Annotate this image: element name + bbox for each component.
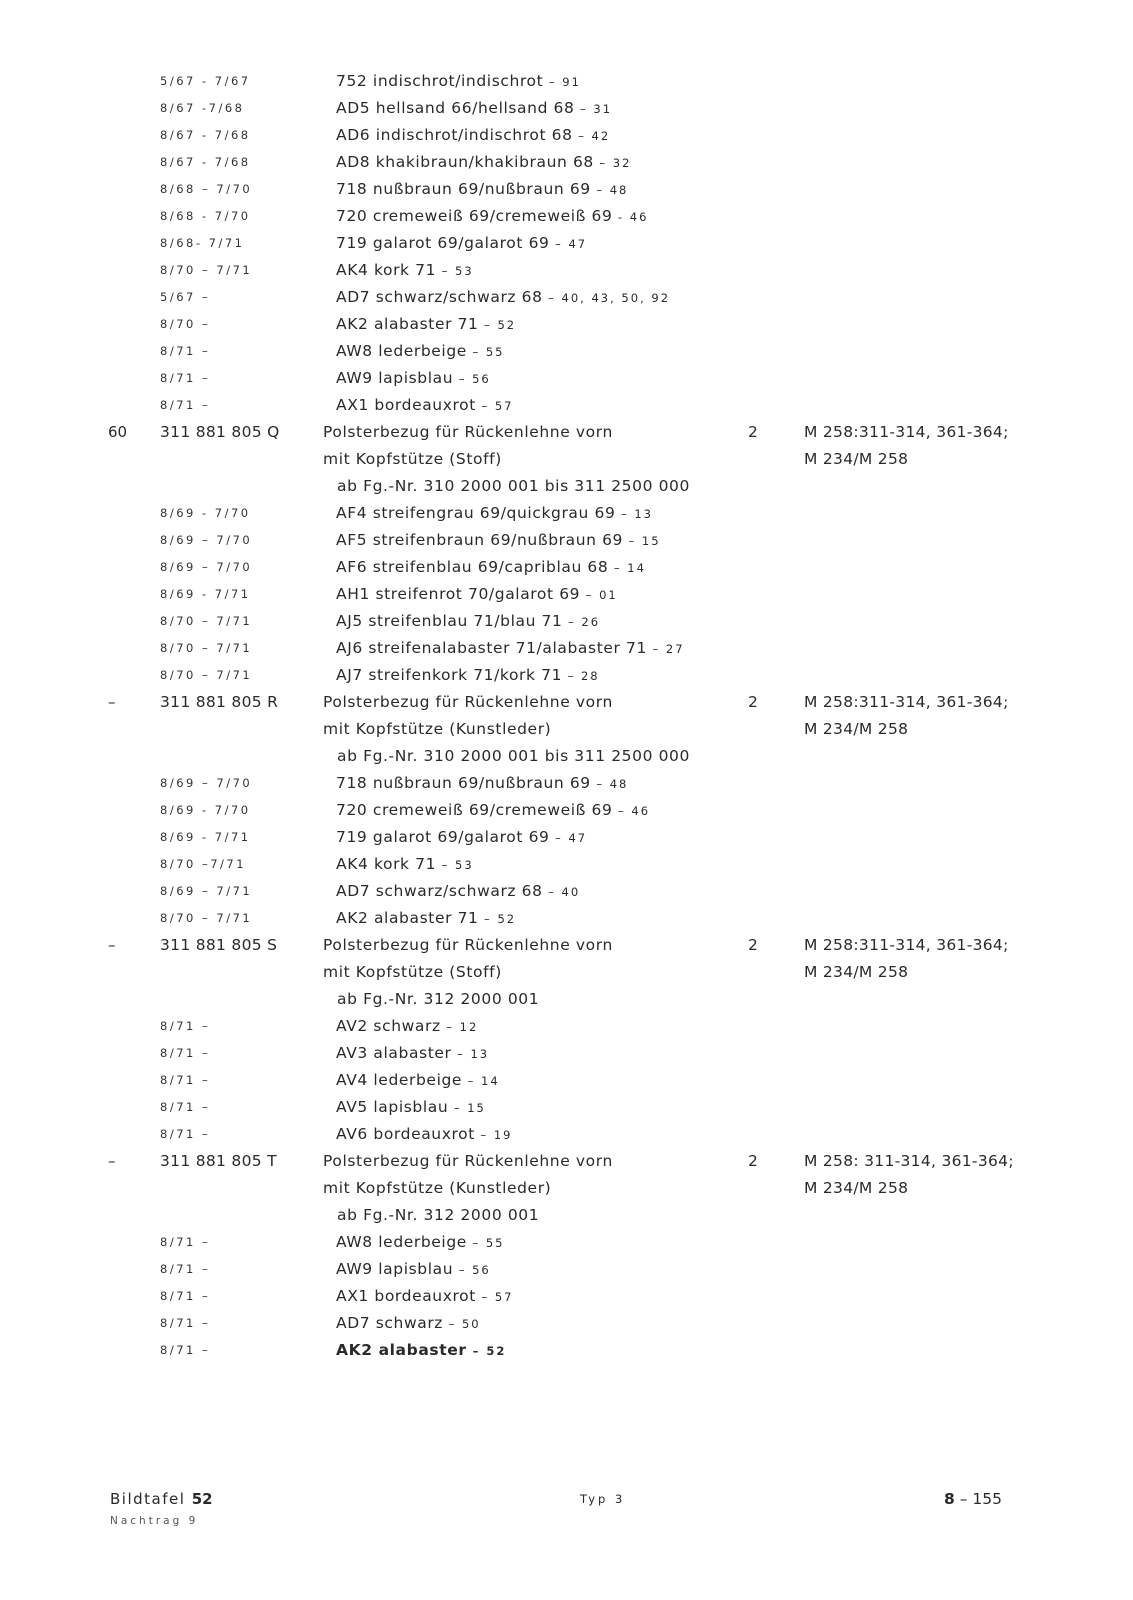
color-description-text: AJ6 streifenalabaster 71/alabaster 71	[336, 639, 647, 657]
model-applicability: M 234/M 258	[804, 450, 909, 468]
color-code-description	[336, 1310, 481, 1338]
color-description-text: AV4 lederbeige	[336, 1071, 463, 1089]
color-description-text: AX1 bordeauxrot	[336, 1287, 476, 1305]
validity-dates: 8/69 – 7/71	[160, 884, 253, 898]
color-description-text: AJ5 streifenblau 71/blau 71	[336, 612, 563, 630]
part-number: 311 881 805 T	[160, 1152, 277, 1170]
validity-dates: 8/70 – 7/71	[160, 911, 253, 925]
color-suffix-code: – 56	[458, 1263, 491, 1277]
color-description-text: AK2 alabaster 71	[336, 315, 479, 333]
color-description-text: 720 cremeweiß 69/cremeweiß 69	[336, 801, 613, 819]
color-variant-row	[0, 581, 1133, 608]
color-code-description	[336, 284, 670, 312]
part-title-line: mit Kopfstütze (Stoff)	[323, 450, 502, 468]
model-applicability: M 258:311-314, 361-364;	[804, 693, 1009, 711]
validity-dates: 8/71 –	[160, 1019, 211, 1033]
color-code-description	[336, 176, 628, 204]
type-label: Typ 3	[580, 1492, 626, 1506]
color-code-description	[336, 230, 587, 258]
part-header-row	[0, 419, 1133, 446]
color-code-description	[336, 662, 600, 690]
color-suffix-code: - 46	[617, 210, 649, 224]
color-description-text: AW9 lapisblau	[336, 369, 454, 387]
color-suffix-code: – 47	[555, 237, 588, 251]
color-code-description	[336, 1040, 489, 1068]
validity-dates: 8/71 –	[160, 1100, 211, 1114]
color-variant-row	[0, 635, 1133, 662]
position-number: –	[108, 936, 116, 954]
color-code-description	[336, 311, 516, 339]
color-variant-row	[0, 230, 1133, 257]
color-suffix-code: – 32	[599, 156, 632, 170]
color-suffix-code: – 53	[441, 264, 474, 278]
color-suffix-code: – 53	[441, 858, 474, 872]
part-title-line: ab Fg.-Nr. 310 2000 001 bis 311 2500 000	[337, 477, 690, 495]
color-variant-row	[0, 68, 1133, 95]
color-suffix-code: – 31	[580, 102, 613, 116]
color-suffix-code: – 56	[458, 372, 491, 386]
validity-dates: 5/67 –	[160, 290, 211, 304]
part-title-line: Polsterbezug für Rückenlehne vorn	[323, 423, 613, 441]
part-number: 311 881 805 S	[160, 936, 278, 954]
color-description-text: AD7 schwarz	[336, 1314, 444, 1332]
color-suffix-code: – 50	[448, 1317, 481, 1331]
validity-dates: 8/69 – 7/70	[160, 560, 253, 574]
color-variant-row	[0, 365, 1133, 392]
plate-number: 52	[191, 1490, 213, 1508]
validity-dates: 8/68 - 7/70	[160, 209, 251, 223]
color-variant-row	[0, 1040, 1133, 1067]
validity-dates: 8/69 - 7/70	[160, 803, 251, 817]
color-description-text: AK4 kork 71	[336, 261, 437, 279]
color-description-text: 719 galarot 69/galarot 69	[336, 234, 550, 252]
part-number: 311 881 805 Q	[160, 423, 280, 441]
color-description-text: AW9 lapisblau	[336, 1260, 454, 1278]
validity-dates: 8/71 –	[160, 1343, 211, 1357]
color-description-text: 718 nußbraun 69/nußbraun 69	[336, 774, 591, 792]
color-suffix-code: – 42	[578, 129, 611, 143]
color-suffix-code: – 28	[567, 669, 600, 683]
part-title-row	[0, 473, 1133, 500]
color-description-text: AV2 schwarz	[336, 1017, 441, 1035]
validity-dates: 8/71 –	[160, 1127, 211, 1141]
color-variant-row	[0, 392, 1133, 419]
color-variant-row	[0, 851, 1133, 878]
validity-dates: 8/70 – 7/71	[160, 614, 253, 628]
validity-dates: 8/68 – 7/70	[160, 182, 253, 196]
color-code-description	[336, 554, 646, 582]
part-title-line: mit Kopfstütze (Stoff)	[323, 963, 502, 981]
validity-dates: 8/70 – 7/71	[160, 641, 253, 655]
color-suffix-code: – 12	[446, 1020, 479, 1034]
quantity: 2	[748, 423, 758, 441]
page-number-value: 155	[972, 1490, 1003, 1508]
color-description-text: AD7 schwarz/schwarz 68	[336, 882, 543, 900]
color-suffix-code: – 46	[617, 804, 651, 818]
part-title-row	[0, 1202, 1133, 1229]
part-header-row	[0, 689, 1133, 716]
color-description-text: 719 galarot 69/galarot 69	[336, 828, 550, 846]
color-variant-row	[0, 95, 1133, 122]
color-variant-row	[0, 1256, 1133, 1283]
color-variant-row	[0, 797, 1133, 824]
validity-dates: 8/69 - 7/70	[160, 506, 251, 520]
color-description-text: AF4 streifengrau 69/quickgrau 69	[336, 504, 616, 522]
color-code-description	[336, 338, 505, 366]
color-suffix-code: – 40	[548, 885, 581, 899]
color-code-description	[336, 257, 474, 285]
color-variant-row	[0, 257, 1133, 284]
part-header-row	[0, 932, 1133, 959]
color-code-description	[336, 68, 581, 96]
color-code-description	[336, 1013, 478, 1041]
color-code-description	[336, 581, 618, 609]
color-variant-row	[0, 311, 1133, 338]
validity-dates: 8/68- 7/71	[160, 236, 245, 250]
validity-dates: 8/71 –	[160, 1073, 211, 1087]
color-code-description	[336, 608, 600, 636]
validity-dates: 5/67 - 7/67	[160, 74, 251, 88]
color-code-description	[336, 905, 516, 933]
page-section: 8	[944, 1490, 955, 1508]
part-title-line: mit Kopfstütze (Kunstleder)	[323, 1179, 552, 1197]
quantity: 2	[748, 936, 758, 954]
color-suffix-code: – 13	[457, 1047, 490, 1061]
color-code-description	[336, 365, 491, 393]
quantity: 2	[748, 1152, 758, 1170]
validity-dates: 8/71 –	[160, 1316, 211, 1330]
color-variant-row	[0, 554, 1133, 581]
color-variant-row	[0, 662, 1133, 689]
position-number: –	[108, 693, 116, 711]
color-suffix-code: – 57	[481, 1290, 514, 1304]
validity-dates: 8/70 – 7/71	[160, 263, 253, 277]
color-code-description	[336, 635, 685, 663]
color-code-description	[336, 1256, 491, 1284]
color-code-description	[336, 392, 513, 420]
color-description-text: AW8 lederbeige	[336, 342, 467, 360]
part-title-row	[0, 716, 1133, 743]
part-title-line: mit Kopfstütze (Kunstleder)	[323, 720, 552, 738]
color-suffix-code: – 01	[585, 588, 618, 602]
plate-label-text: Bildtafel	[110, 1490, 186, 1508]
color-variant-row	[0, 176, 1133, 203]
color-variant-row	[0, 122, 1133, 149]
part-title-row	[0, 1175, 1133, 1202]
color-code-description	[336, 1121, 512, 1149]
plate-label	[110, 1487, 213, 1511]
color-code-description	[336, 1283, 513, 1311]
color-variant-row	[0, 1067, 1133, 1094]
color-description-text: AD8 khakibraun/khakibraun 68	[336, 153, 594, 171]
color-suffix-code: – 91	[548, 75, 581, 89]
color-variant-row	[0, 1310, 1133, 1337]
color-variant-row	[0, 1013, 1133, 1040]
quantity: 2	[748, 693, 758, 711]
color-variant-row	[0, 1121, 1133, 1148]
validity-dates: 8/70 –7/71	[160, 857, 247, 871]
color-description-text: AF5 streifenbraun 69/nußbraun 69	[336, 531, 623, 549]
model-applicability: M 258:311-314, 361-364;	[804, 423, 1009, 441]
color-variant-row	[0, 1094, 1133, 1121]
color-code-description	[336, 95, 612, 123]
model-applicability: M 234/M 258	[804, 963, 909, 981]
color-suffix-code: – 19	[480, 1128, 513, 1142]
color-description-text: 718 nußbraun 69/nußbraun 69	[336, 180, 591, 198]
color-variant-row	[0, 1337, 1133, 1364]
color-code-description	[336, 1067, 500, 1095]
validity-dates: 8/67 - 7/68	[160, 128, 251, 142]
validity-dates: 8/71 –	[160, 344, 211, 358]
color-code-description	[336, 1094, 486, 1122]
color-description-text: AK2 alabaster 71	[336, 909, 479, 927]
part-title-row	[0, 959, 1133, 986]
part-title-row	[0, 446, 1133, 473]
part-title-line: Polsterbezug für Rückenlehne vorn	[323, 1152, 613, 1170]
color-variant-row	[0, 284, 1133, 311]
color-suffix-code: – 52	[484, 318, 517, 332]
position-number: –	[108, 1152, 116, 1170]
color-description-text: AV3 alabaster	[336, 1044, 452, 1062]
validity-dates: 8/70 – 7/71	[160, 668, 253, 682]
color-description-text: AF6 streifenblau 69/capriblau 68	[336, 558, 609, 576]
validity-dates: 8/71 –	[160, 371, 211, 385]
color-code-description	[336, 527, 661, 555]
color-description-text: AD6 indischrot/indischrot 68	[336, 126, 573, 144]
part-header-row	[0, 1148, 1133, 1175]
part-title-row	[0, 986, 1133, 1013]
color-description-text: AD5 hellsand 66/hellsand 68	[336, 99, 575, 117]
validity-dates: 8/67 -7/68	[160, 101, 245, 115]
validity-dates: 8/70 –	[160, 317, 211, 331]
color-code-description	[336, 122, 610, 150]
validity-dates: 8/71 –	[160, 1235, 211, 1249]
color-suffix-code: – 55	[472, 1236, 505, 1250]
color-code-description	[336, 1229, 505, 1257]
color-description-text: 752 indischrot/indischrot	[336, 72, 544, 90]
color-suffix-code: – 48	[596, 183, 629, 197]
validity-dates: 8/69 – 7/70	[160, 533, 253, 547]
color-description-text: AK2 alabaster	[336, 1341, 467, 1359]
color-description-text: AK4 kork 71	[336, 855, 437, 873]
part-title-line: Polsterbezug für Rückenlehne vorn	[323, 693, 613, 711]
color-code-description	[336, 1337, 506, 1365]
color-description-text: AD7 schwarz/schwarz 68	[336, 288, 543, 306]
color-description-text: AV6 bordeauxrot	[336, 1125, 475, 1143]
model-applicability: M 258: 311-314, 361-364;	[804, 1152, 1014, 1170]
color-code-description	[336, 149, 631, 177]
color-variant-row	[0, 905, 1133, 932]
part-number: 311 881 805 R	[160, 693, 279, 711]
color-suffix-code: – 55	[472, 345, 505, 359]
model-applicability: M 258:311-314, 361-364;	[804, 936, 1009, 954]
validity-dates: 8/71 –	[160, 398, 211, 412]
color-suffix-code: – 13	[620, 507, 653, 521]
validity-dates: 8/69 - 7/71	[160, 830, 251, 844]
color-suffix-code: – 48	[596, 777, 629, 791]
part-title-line: ab Fg.-Nr. 312 2000 001	[337, 990, 540, 1008]
validity-dates: 8/69 - 7/71	[160, 587, 251, 601]
color-variant-row	[0, 1229, 1133, 1256]
model-applicability: M 234/M 258	[804, 1179, 909, 1197]
color-suffix-code: – 27	[652, 642, 685, 656]
color-description-text: AV5 lapisblau	[336, 1098, 449, 1116]
validity-dates: 8/71 –	[160, 1289, 211, 1303]
color-variant-row	[0, 527, 1133, 554]
validity-dates: 8/69 – 7/70	[160, 776, 253, 790]
color-suffix-code: – 40, 43, 50, 92	[548, 291, 671, 305]
color-variant-row	[0, 770, 1133, 797]
color-variant-row	[0, 149, 1133, 176]
color-variant-row	[0, 1283, 1133, 1310]
model-applicability: M 234/M 258	[804, 720, 909, 738]
color-variant-row	[0, 878, 1133, 905]
color-code-description	[336, 851, 474, 879]
color-suffix-code: – 47	[555, 831, 588, 845]
part-title-row	[0, 743, 1133, 770]
color-variant-row	[0, 608, 1133, 635]
color-code-description	[336, 770, 628, 798]
color-variant-row	[0, 824, 1133, 851]
validity-dates: 8/71 –	[160, 1046, 211, 1060]
color-code-description	[336, 203, 648, 231]
color-description-text: AW8 lederbeige	[336, 1233, 467, 1251]
color-variant-row	[0, 203, 1133, 230]
color-description-text: 720 cremeweiß 69/cremeweiß 69	[336, 207, 613, 225]
color-code-description	[336, 797, 650, 825]
supplement-label: Nachtrag 9	[110, 1515, 199, 1527]
page-separator: –	[959, 1490, 968, 1508]
color-variant-row	[0, 500, 1133, 527]
color-suffix-code: – 57	[481, 399, 514, 413]
color-description-text: AH1 streifenrot 70/galarot 69	[336, 585, 581, 603]
color-description-text: AX1 bordeauxrot	[336, 396, 476, 414]
color-suffix-code: – 52	[484, 912, 517, 926]
color-suffix-code: – 52	[472, 1344, 507, 1358]
validity-dates: 8/67 - 7/68	[160, 155, 251, 169]
color-code-description	[336, 878, 580, 906]
color-code-description	[336, 824, 587, 852]
color-suffix-code: – 26	[568, 615, 601, 629]
color-code-description	[336, 500, 653, 528]
color-suffix-code: – 15	[628, 534, 661, 548]
position-number: 60	[108, 423, 128, 441]
page-number	[944, 1487, 1002, 1511]
validity-dates: 8/71 –	[160, 1262, 211, 1276]
color-suffix-code: – 14	[467, 1074, 500, 1088]
part-title-line: ab Fg.-Nr. 310 2000 001 bis 311 2500 000	[337, 747, 690, 765]
color-variant-row	[0, 338, 1133, 365]
part-title-line: Polsterbezug für Rückenlehne vorn	[323, 936, 613, 954]
color-suffix-code: – 14	[613, 561, 646, 575]
part-title-line: ab Fg.-Nr. 312 2000 001	[337, 1206, 540, 1224]
color-description-text: AJ7 streifenkork 71/kork 71	[336, 666, 563, 684]
color-suffix-code: – 15	[453, 1101, 486, 1115]
